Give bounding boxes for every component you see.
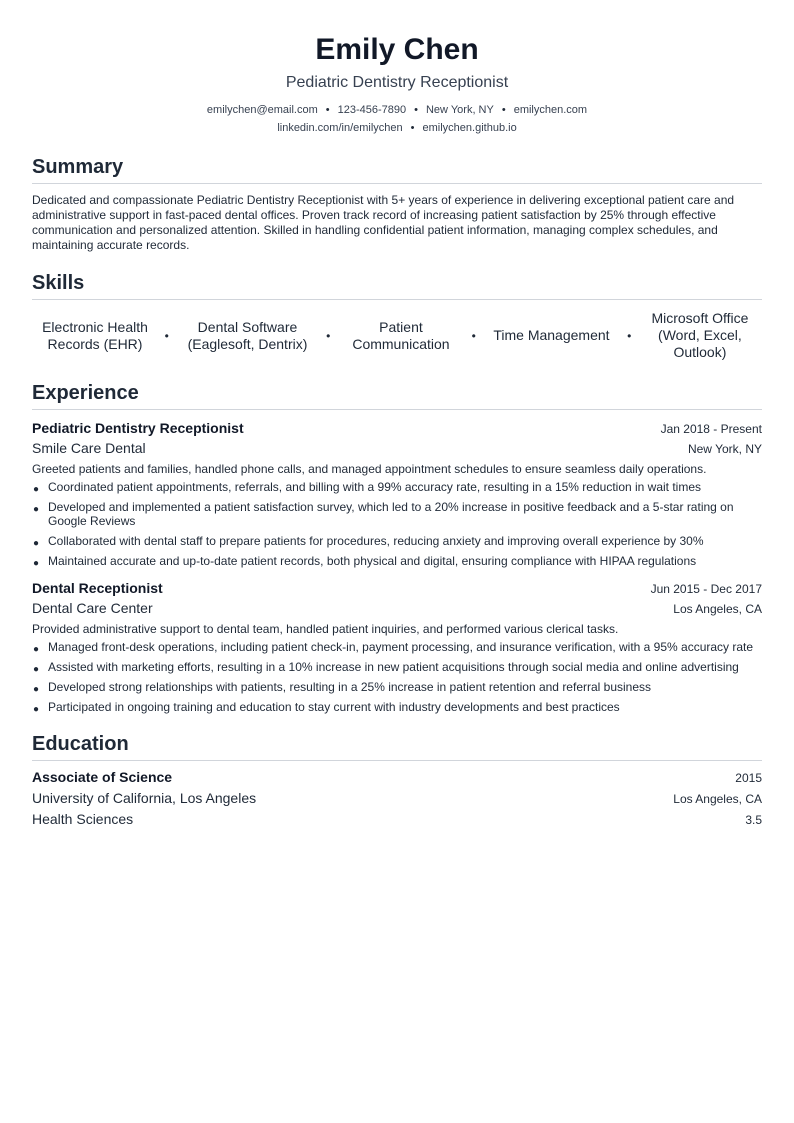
bullet-icon: ● <box>33 664 40 675</box>
separator-dot: • <box>164 328 169 343</box>
gpa: 3.5 <box>745 813 762 827</box>
list-item: ● Managed front-desk operations, including patient check-in, payment processing, and insurance verification, with a 95% accuracy rate <box>33 640 754 655</box>
job-header <box>32 578 762 598</box>
school-name: University of California, Los Angeles <box>32 790 257 806</box>
list-item: ● Assisted with marketing efforts, resulting in a 10% increase in new patient acquisitions through social media and online advertising <box>33 660 739 675</box>
job-description: Provided administrative support to dental team, handled patient inquiries, and performed various clerical tasks. <box>32 622 619 636</box>
separator-dot: • <box>627 328 632 343</box>
candidate-title: Pediatric Dentistry Receptionist <box>285 74 509 91</box>
location: New York, NY <box>425 104 494 116</box>
separator-dot: • <box>325 104 330 116</box>
skill-item: Time Management <box>493 327 610 343</box>
skill-item: Dental Software (Eaglesoft, Dentrix) <box>187 318 308 352</box>
section-heading: Skills <box>32 271 762 300</box>
job-dates: Jun 2015 - Dec 2017 <box>650 582 762 596</box>
job-title: Pediatric Dentistry Receptionist <box>32 420 244 436</box>
job-bullets <box>32 640 762 714</box>
candidate-name: Emily Chen <box>315 33 479 66</box>
list-item: ● Coordinated patient appointments, referrals, and billing with a 99% accuracy rate, resulting in a 15% reduction in wait times <box>33 480 702 495</box>
section-heading: Education <box>32 732 762 761</box>
bullet-icon: ● <box>33 684 40 695</box>
list-item: ● Collaborated with dental staff to prepare patients for procedures, reducing anxiety and improving overall experience by 30% <box>33 534 704 549</box>
section-heading: Experience <box>32 381 762 410</box>
website-link[interactable]: emilychen.com <box>513 104 588 116</box>
education-section <box>32 732 762 830</box>
company-name: Dental Care Center <box>32 600 153 616</box>
school-location: Los Angeles, CA <box>673 792 762 806</box>
list-item: ● Developed and implemented a patient satisfaction survey, which led to a 20% increase in positive feedback and a 5-star rating on Google Reviews <box>33 500 734 528</box>
contact-line-2 <box>32 119 762 137</box>
resume-header <box>32 0 762 137</box>
education-degree-row <box>32 767 762 788</box>
education-field-row <box>32 809 762 830</box>
job-dates: Jan 2018 - Present <box>660 422 762 436</box>
bullet-icon: ● <box>33 558 40 569</box>
job-company-row <box>32 598 762 619</box>
bullet-icon: ● <box>33 704 40 715</box>
field-of-study: Health Sciences <box>32 811 134 827</box>
separator-dot: • <box>471 328 476 343</box>
contact-info <box>32 101 762 137</box>
education-school-row <box>32 788 762 809</box>
bullet-icon: ● <box>33 538 40 549</box>
summary-section <box>32 155 762 253</box>
summary-text: Dedicated and compassionate Pediatric Dentistry Receptionist with 5+ years of experience in delivering exceptional patient care and administrative support in fast-paced dental offices. Proven track record of increasing patient satisfaction by 25% through effective communication and personalized attention. Skilled in handling confidential patient information, managing complex schedules, and maintaining accurate records. <box>32 193 735 252</box>
list-item: ● Developed strong relationships with patients, resulting in a 25% increase in patient retention and referral business <box>33 680 652 695</box>
job-header <box>32 418 762 438</box>
company-name: Smile Care Dental <box>32 440 146 456</box>
skills-list <box>32 310 762 361</box>
job-entry <box>32 418 762 568</box>
linkedin-link[interactable]: linkedin.com/in/emilychen <box>277 122 403 134</box>
degree: Associate of Science <box>32 769 173 785</box>
section-heading: Summary <box>32 155 762 184</box>
contact-line-1 <box>32 101 762 119</box>
education-entry <box>32 767 762 830</box>
separator-dot: • <box>501 104 506 116</box>
job-entry <box>32 578 762 714</box>
separator-dot: • <box>326 328 331 343</box>
job-description: Greeted patients and families, handled phone calls, and managed appointment schedules to ensure seamless daily operations. <box>32 462 707 476</box>
skill-item: Microsoft Office (Word, Excel, Outlook) <box>651 310 749 360</box>
skill-item: Patient Communication <box>352 318 450 352</box>
separator-dot: • <box>414 104 418 116</box>
list-item: ● Maintained accurate and up-to-date patient records, both physical and digital, ensuring compliance with HIPAA regulations <box>33 554 697 569</box>
github-link[interactable]: emilychen.github.io <box>422 122 517 134</box>
job-title: Dental Receptionist <box>32 580 163 596</box>
phone-number: 123-456-7890 <box>337 104 407 116</box>
email-link[interactable]: emilychen@email.com <box>206 104 318 116</box>
job-location: New York, NY <box>687 442 762 456</box>
experience-section <box>32 381 762 714</box>
list-item: ● Participated in ongoing training and education to stay current with industry developments and best practices <box>33 700 620 715</box>
separator-dot: • <box>410 122 415 134</box>
job-location: Los Angeles, CA <box>673 602 762 616</box>
graduation-year: 2015 <box>735 771 762 785</box>
job-bullets <box>32 480 762 568</box>
bullet-icon: ● <box>33 484 40 495</box>
bullet-icon: ● <box>33 504 40 515</box>
skill-item: Electronic Health Records (EHR) <box>42 318 148 352</box>
bullet-icon: ● <box>33 644 40 655</box>
skills-section <box>32 271 762 361</box>
job-company-row <box>32 438 762 459</box>
